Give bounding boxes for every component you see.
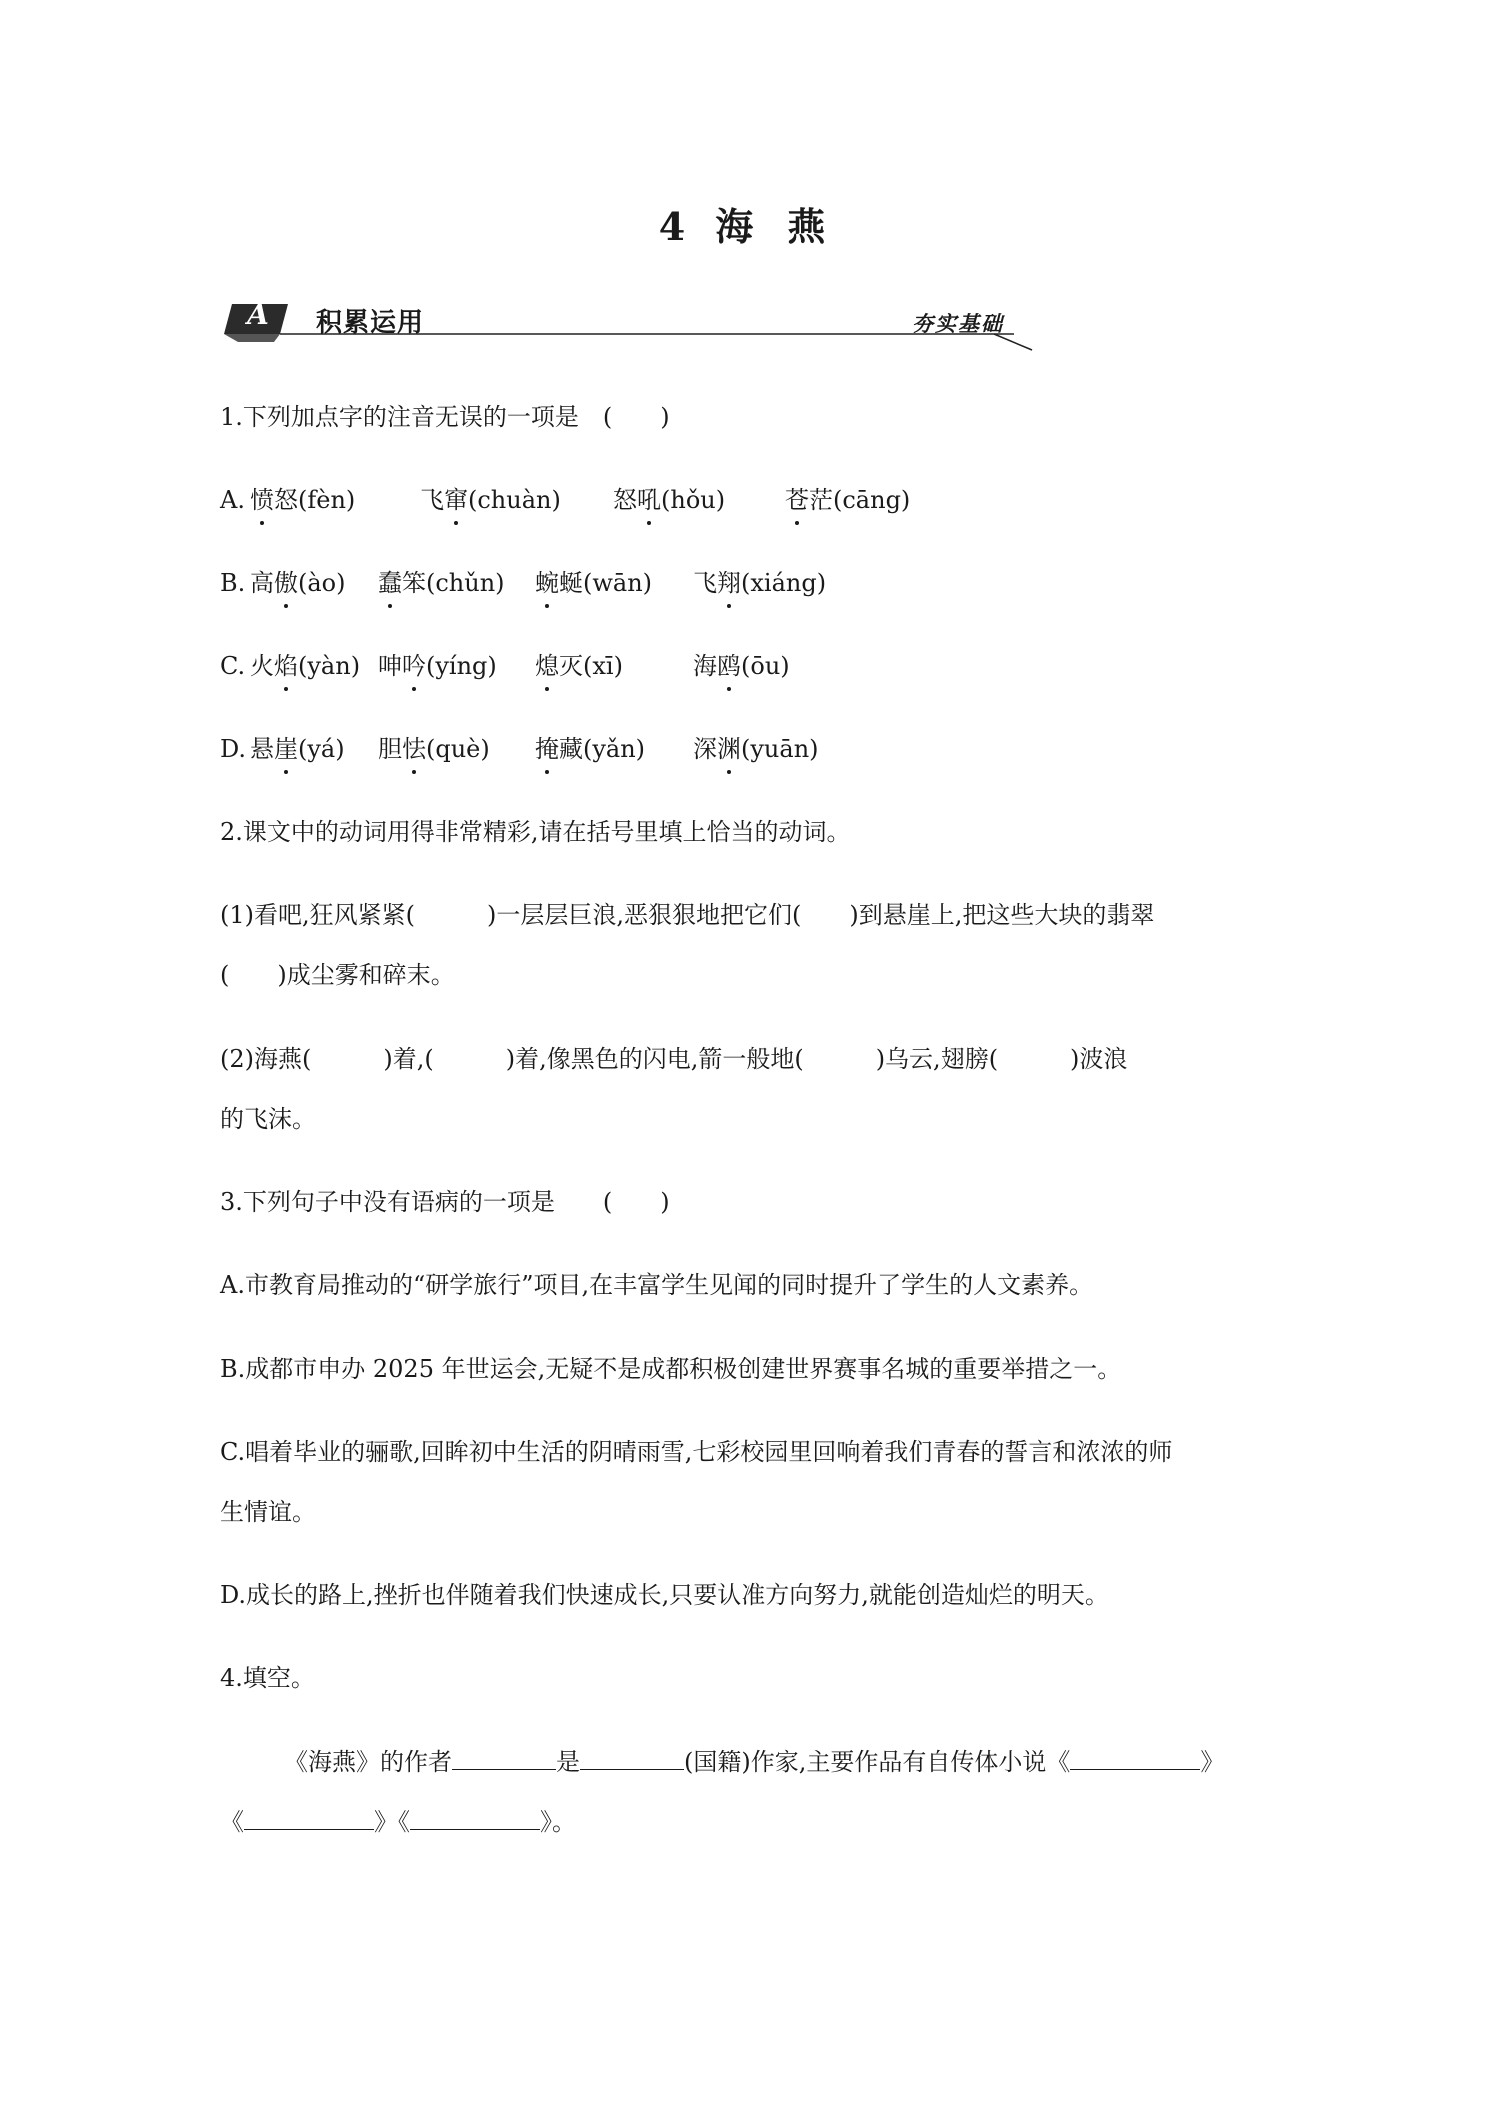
lesson-title-char-1: 海 <box>715 204 758 249</box>
q1-c-label: C. <box>220 652 246 680</box>
q1-a-label: A. <box>220 486 245 514</box>
q1-d-label: D. <box>220 735 247 763</box>
q1-c-item-1: 火焰(yàn) <box>250 649 360 683</box>
q2-part2-line1: (2)海燕( )着,( )着,像黑色的闪电,箭一般地( )乌云,翅膀( )波浪 <box>220 1045 1128 1073</box>
q3-option-c-line2[interactable]: 生情谊。 <box>220 1498 316 1526</box>
q4-author-blank[interactable] <box>452 1745 556 1770</box>
q1-b-item-1: 高傲(ào) <box>250 566 345 600</box>
q1-c-item-4: 海鸥(ōu) <box>693 649 790 683</box>
q3-option-d[interactable]: D.成长的路上,挫折也伴随着我们快速成长,只要认准方向努力,就能创造灿烂的明天。 <box>220 1581 1109 1609</box>
q2-part1-line1: (1)看吧,狂风紧紧( )一层层巨浪,恶狠狠地把它们( )到悬崖上,把这些大块的翡翠 <box>220 901 1155 929</box>
lesson-title <box>0 196 1488 251</box>
section-subtitle: 夯实基础 <box>912 311 1004 336</box>
section-header <box>224 296 1044 356</box>
q1-stem: 1.下列加点字的注音无误的一项是 ( ) <box>220 403 670 431</box>
q4-novel-blank-2[interactable] <box>244 1805 374 1830</box>
q3-option-a[interactable]: A.市教育局推动的“研学旅行”项目,在丰富学生见闻的同时提升了学生的人文素养。 <box>220 1271 1094 1299</box>
q1-a-item-1: 愤怒(fèn) <box>250 483 355 517</box>
q3-option-c-line1[interactable]: C.唱着毕业的骊歌,回眸初中生活的阴晴雨雪,七彩校园里回响着我们青春的誓言和浓浓的师 <box>220 1438 1173 1466</box>
q1-b-item-4: 飞翔(xiáng) <box>693 566 826 600</box>
q1-a-item-4: 苍茫(cāng) <box>785 483 910 517</box>
q1-d-item-3: 掩藏(yǎn) <box>535 732 645 766</box>
q1-a-item-3: 怒吼(hǒu) <box>613 483 725 517</box>
q3-stem: 3.下列句子中没有语病的一项是 ( ) <box>220 1188 670 1216</box>
q1-b-item-2: 蠢笨(chǔn) <box>378 566 505 600</box>
q4-stem: 4.填空。 <box>220 1664 315 1692</box>
q2-part1-line2: ( )成尘雾和碎末。 <box>220 961 455 989</box>
q2-part2-line2: 的飞沫。 <box>220 1105 316 1133</box>
q1-d-item-1: 悬崖(yá) <box>250 732 345 766</box>
lesson-title-char-2: 燕 <box>787 204 830 249</box>
q4-fill-line1: 《海燕》的作者 是 (国籍)作家,主要作品有自传体小说《 》 <box>284 1745 1224 1779</box>
q1-b-item-3: 蜿蜒(wān) <box>535 566 652 600</box>
q4-fill-line2: 《 》《 》。 <box>220 1805 576 1839</box>
q1-d-item-2: 胆怯(què) <box>378 732 490 766</box>
section-title: 积累运用 <box>316 308 425 338</box>
q4-novel-blank-1[interactable] <box>1070 1745 1200 1770</box>
q2-stem: 2.课文中的动词用得非常精彩,请在括号里填上恰当的动词。 <box>220 818 851 846</box>
lesson-number: 4 <box>658 204 690 249</box>
q1-d-item-4: 深渊(yuān) <box>693 732 819 766</box>
q1-c-item-3: 熄灭(xī) <box>535 649 623 683</box>
q3-option-b[interactable]: B.成都市申办 2025 年世运会,无疑不是成都积极创建世界赛事名城的重要举措之一。 <box>220 1355 1122 1383</box>
q4-nationality-blank[interactable] <box>580 1745 684 1770</box>
section-letter-badge: A <box>247 298 269 331</box>
q1-a-item-2: 飞窜(chuàn) <box>420 483 561 517</box>
q1-c-item-2: 呻吟(yíng) <box>378 649 497 683</box>
q1-b-label: B. <box>220 569 246 597</box>
q4-novel-blank-3[interactable] <box>410 1805 540 1830</box>
